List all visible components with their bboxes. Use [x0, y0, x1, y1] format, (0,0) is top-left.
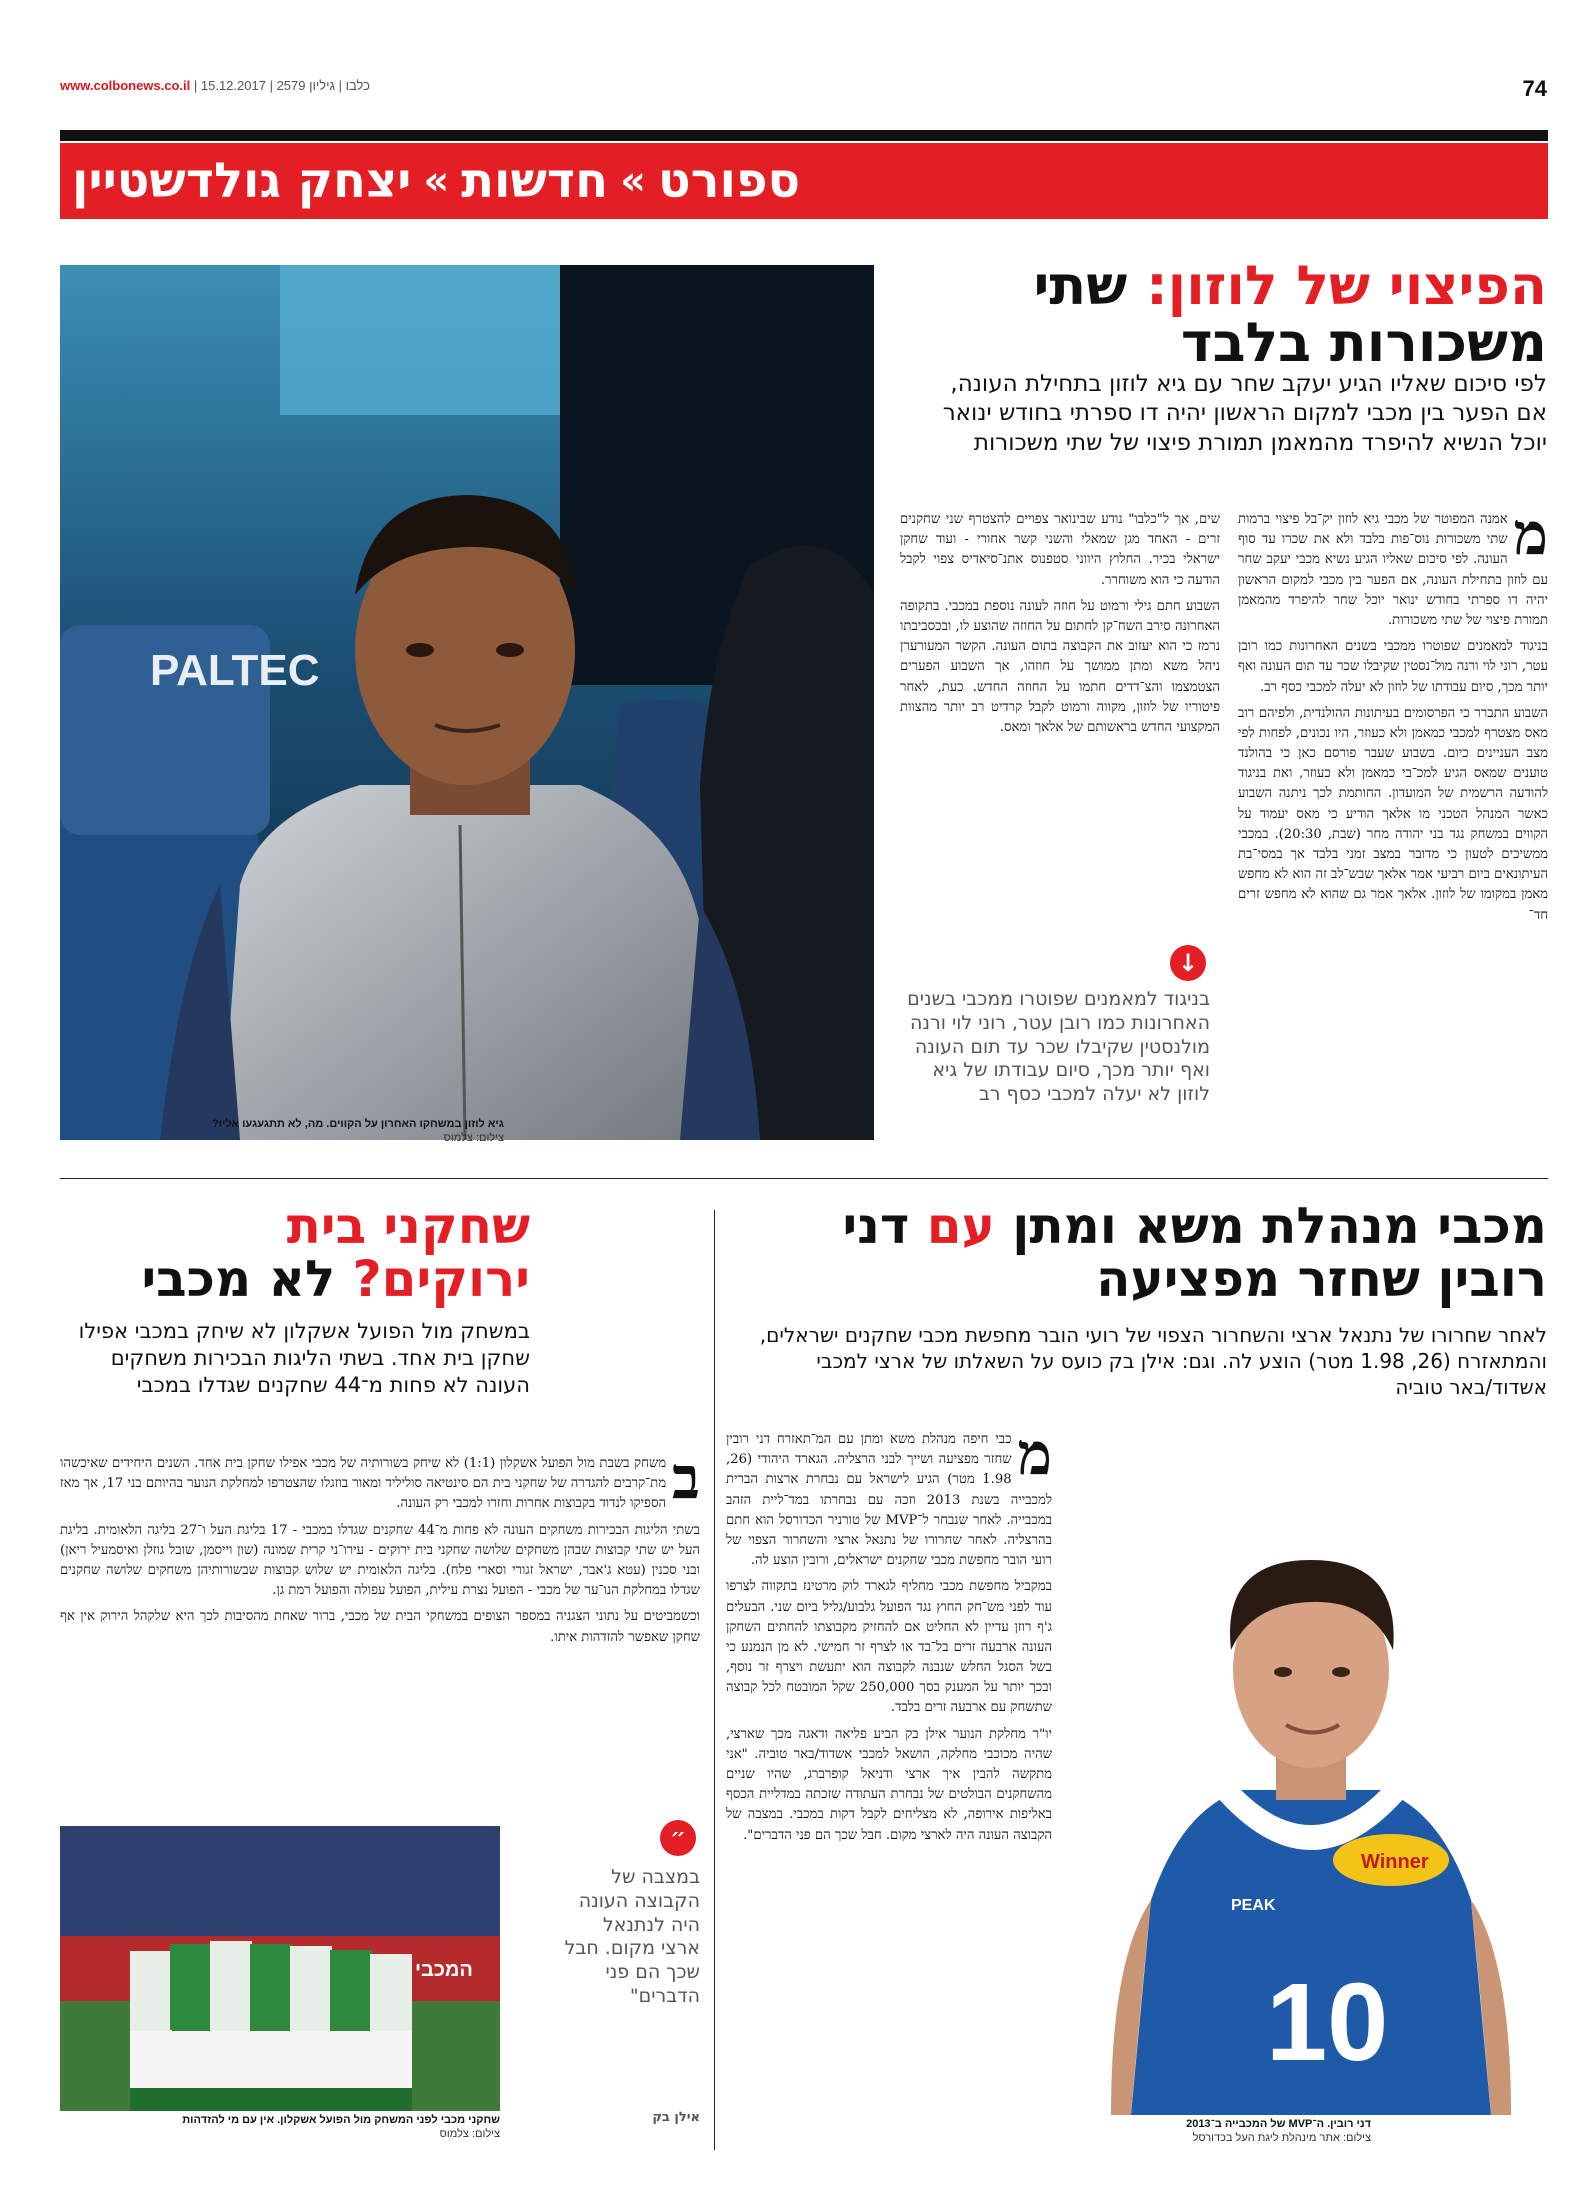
paragraph: השבוע התברר כי הפרסומים בעיתונות ההולנדית, ולפיהם רוב מאס מצטרף למכבי כמאמן ולא כעוזר, היו נכונים, לפחות לפי מצב העניינים כיום. בשבוע שעבר פורסם כאן כי בהולנד טוענים שמאס הגיע למכ־בי כמאמן ולא כעוזר, ואת בניגוד להודעה הרשמית של המועדון. החותמת לכך ניתנה השבוע כאשר המנהל הטכני מו אלאך הודיע כי מאס יעמוד על הקווים במשחק נגד בני יהודה מחר (שבת, 20:30). במכבי ממשיכים לטעון כי מדובר במצב זמני בלבד אך במסי־בת העיתונאים ביום רביעי אמר אלאך שבש־לב זה הוא לא מחפש מאמן במקומו של לוזון. אלאך אמר גם שהוא לא מחפש זרים חד־ — [1238, 705, 1548, 923]
dropcap: ב — [672, 1454, 700, 1512]
photo-credit: צילום: אתר מינהלת ליגת העל בכדורסל — [1192, 2131, 1371, 2144]
story1-pull-quote: בניגוד למאמנים שפוטרו ממכבי בשנים האחרונות כמו רובן עטר, רוני לוי ורנה מולנסטין שקיבלו שכר עד תום העונה ואף יותר מכך, סיום עבודתו של גיא לוזון לא יעלה למכבי כסף רב — [907, 988, 1210, 1105]
story3-headline — [60, 1197, 530, 1308]
headline-red-line2: ירוקים? — [352, 1249, 530, 1308]
headline-black-line2: משכורות בלבד — [1180, 310, 1547, 374]
headline-black: מכבי מנהלת משא ומתן — [1012, 1197, 1547, 1255]
story2-body — [726, 1430, 1052, 2150]
headline-black: דני — [842, 1197, 910, 1255]
headline-red: שחקני בית — [286, 1197, 530, 1255]
paragraph: אמנה המפוטר של מכבי גיא לוזון יק־בל פיצוי ברמות שתי משכורות נוס־פות בלבד ולא את שכרו עד סוף העונה. לפי סיכום שאליו הגיע נשיא מכבי יעקב שחר עם לוזון בתחילת העונה, אם הפער בין מכבי למקום הראשון יהיה דו ספרתי בחודש ינואר יוכל שחר להיפרד מהמאמן תמורת פיצוי של שתי משכורות. — [1238, 512, 1548, 628]
issue-info — [60, 78, 370, 93]
luzon-photo — [60, 265, 874, 1140]
issue-meta: | כלבו | גיליון 2579 | 15.12.2017 — [190, 78, 370, 93]
jersey-maker: PEAK — [1231, 1897, 1276, 1914]
photo-credit: צילום: צלמוס — [439, 2127, 500, 2140]
rubin-photo-caption — [1071, 2118, 1371, 2146]
luzon-photo-art — [60, 265, 874, 1140]
sign-text: PALTEC — [150, 646, 320, 695]
rubin-photo-art — [1071, 1440, 1548, 2115]
board-text: המכבי — [415, 1959, 473, 1981]
section-news: חדשות — [461, 153, 609, 209]
story2-deck: לאחר שחרורו של נתנאל ארצי והשחרור הצפוי של רועי הובר מחפשת מכבי שחקנים ישראלים, והמתאזרח (26, 1.98 מטר) הוצע לה. וגם: אילן בק כועס על השאלתו של ארצי למכבי אשדוד/באר טוביה — [759, 1323, 1547, 1399]
caption-text: שחקני מכבי לפני המשחק מול הפועל אשקלון. אין עם מי להזדהות — [182, 2114, 500, 2126]
paragraph: יו"ר מחלקת הנוער אילן בק הביע פליאה ודאגה מכך שארצי, שהיה מכוכבי מחלקה, הושאל למכבי אשדוד/באר טוביה. "אני מתקשה להבין איך ארצי ודניאל קופרברג, שהיו שניים מהשחקנים הבולטים של נבחרת העתודה שזכתה במדליית הכסף באליפות אירופה, לא מצליחים לקבל דקות במכבי. במצבה של הקבוצה העונה היה לארצי מקום. חבל שכך הם פני הדברים". — [726, 1726, 1052, 1843]
story2-headline — [747, 1197, 1547, 1308]
maccabi-huddle-photo — [60, 1826, 500, 2111]
top-rule — [60, 130, 1548, 141]
paragraph: וכשמביטים על נתוני הצגניה במספר הצופים במשחקי הבית של מכבי, ברור שאחת מהסיבות לכך היא שלקהל הירוק אין אף שחקן שאפשר להזדהות איתו. — [60, 1609, 700, 1645]
paragraph: בניגוד למאמנים שפוטרו ממכבי בשנים האחרונות כמו רובן עטר, רוני לוי ורנה מול־נסטין שקיבלו שכר עד תום העונה ואף יותר מכך, סיום עבודתו של לוזון לא יעלה למכבי כסף רב. — [1238, 639, 1548, 695]
story2-pull-quote: במצבה של הקבוצה העונה היה לנתנאל ארצי מקום. חבל שכך הם פני הדברים" — [564, 1866, 700, 2007]
headline-line2: רובין שחזר מפציעה — [1096, 1249, 1547, 1308]
chevron-icon: » — [423, 158, 450, 204]
dropcap: מ — [1017, 1430, 1052, 1488]
story1-col-right — [1238, 510, 1548, 1150]
story1-deck: לפי סיכום שאליו הגיע יעקב שחר עם גיא לוזון בתחילת העונה, אם הפער בין מכבי למקום הראשון יהיה דו ספרתי בחודש ינואר יוכל הנשיא להיפרד מהמאמן תמורת פיצוי של שתי משכורות — [942, 371, 1547, 456]
page-number: 74 — [1522, 76, 1547, 101]
rubin-photo — [1071, 1440, 1548, 2115]
pull-quote-attribution: אילן בק — [652, 2110, 700, 2125]
dropcap: מ — [1513, 510, 1548, 568]
story1-col-left — [900, 510, 1220, 930]
headline-black: לא מכבי — [141, 1249, 336, 1308]
paragraph: במקביל מחפשת מכבי מחליף לגארד לוק מרטינז בתקווה לצרפו עוד לפני מש־חק החוץ נגד הפועל גלבוע/גליל ביום שני. הבעלים ג'ף רוזן עדיין לא החליט אם להחזיק מקבוצתו להחתים השחקן העונה ארבעה זרים בל־בד או לצרף זר חמישי. לא מן הנמנע כי בשל הסגל החלש שנבנה לקבוצה הוא יתעשת ויצרף זר נוסף, ובכך יותר על המענק בסך 250,000 שקל המובטח לכל קבוצה שתשחק עם ארבעה זרים בלבד. — [726, 1579, 1052, 1716]
paragraph: משחק בשבת מול הפועל אשקלון (1:1) לא שיחק בשורותיה של מכבי אפילו שחקן בית אחד. השנים היחידים שאיכשהו מת־קרבים להגדרה של שחקני בית הם סינטיאה סוליליד ומאור בוזגלו שהצטרפו למחלקת הנוער בהיותם בני 17, אך מאז הספיקו לנדוד בקבוצות אחרות וחזרו למכבי רק העונה. — [60, 1456, 667, 1512]
jersey-number: 10 — [1266, 1961, 1389, 2084]
section-divider — [60, 1178, 1548, 1179]
arrow-down-icon: ↓ — [1170, 945, 1206, 981]
section-sport: ספורט — [657, 153, 801, 209]
headline-red: עם — [926, 1197, 995, 1255]
huddle-photo-art — [60, 1826, 500, 2111]
players-group — [130, 1941, 412, 2111]
huddle-photo-caption — [60, 2114, 500, 2142]
section-author: יצחק גולדשטיין — [72, 153, 412, 209]
column-divider — [714, 1210, 715, 2150]
story3-body — [60, 1454, 700, 1814]
headline-red: הפיצוי של לוזון: — [1146, 254, 1547, 317]
caption-text: גיא לוזון במשחקו האחרון על הקווים. מה, לא תתגעגעו אליו? — [212, 1118, 504, 1130]
jersey-brand: Winner — [1361, 1851, 1429, 1873]
section-banner — [60, 143, 1548, 219]
paragraph: כבי חיפה מנהלת משא ומתן עם המ־תאזרח דני רובין שחזר מפציעה ושייך לבני הרצליה. הגארד היהודי (26, 1.98 מטר) הגיע לישראל עם נבחרת ארצות הברית למכבייה בשנת 2013 וזכה עם נבחרתו במד־ליית הזהב במכבייה. לאחר שנבחר ל־MVP של טורניר הכדורסל הוא חתם בהרצליה. לאחר שחרורו של נתנאל ארצי והשחרור הצפוי של רועי הובר מחפשת מכבי שחקנים ישראלים, ורובין הוצע לה. — [726, 1432, 1052, 1569]
photo-credit: צילום: צלמוס — [443, 1131, 504, 1144]
luzon-photo-caption — [64, 1118, 504, 1146]
story3-deck: במשחק מול הפועל אשקלון לא שיחק במכבי אפילו שחקן בית אחד. בשתי הליגות הבכירות משחקים העונה לא פחות מ־44 שחקנים שגדלו במכבי — [78, 1319, 530, 1397]
story1-headline — [907, 254, 1547, 374]
paragraph: שים, אך ל"כלבו" נודע שבינואר צפויים להצטרף שני שחקנים זרים - האחד מגן שמאלי והשני קשר אחורי - ועוד שחקן ישראלי בכיר. החלוץ היווני סטפנוס אתנ־סיאדיס צפוי לקבל הודעה כי הוא משוחרר. — [900, 512, 1220, 588]
paragraph: בשתי הליגות הבכירות משחקים העונה לא פחות מ־44 שחקנים שגדלו במכבי - 17 בליגת העל ו־27 בליגה הלאומית. בליגת העל יש שתי קבוצות שבהן משחקים שלושה שחקני בית ירוקים - עירו־ני קרית שמונה (שון וייסמן, שובל גוזלן ואיסמעיל ריאן) ובני סכנין (עטא ג'אבר, ישראל זגורי וסארי פלח). בליגה הלאומית יש שלוש קבוצות שבשורותיהן משחקים שלושה שחקנים שגדלו במחלקת הנו־ער של מכבי - הפועל נצרת עילית, הפועל עפולה והפועל רמת גן. — [60, 1522, 700, 1599]
site-url[interactable]: www.colbonews.co.il — [60, 78, 191, 93]
paragraph: השבוע חתם גילי ורמוט על חוזה לעונה נוספת במכבי. בתקופה האחרונה סירב השח־קן לחתום על החוזה שהוצע לו, ובכסביבתו נרמז כי הוא יעזוב את הקבוצה בתום העונה. הקשר המעורערן ניהל משא ומתן ממושך על חוזהו, אך השבוע הפערים הצטמצמו והצ־דדים חתמו על החוזה החדש. כעת, לאחר פיטוריו של לוזון, מקווה ורמוט לקבל קרדיט רב יותר מהצוות המקצועי החדש בראשותם של אלאך ומאס. — [900, 598, 1220, 735]
quote-icon: ״ — [660, 1820, 696, 1856]
caption-text: דני רובין. ה־MVP של המכבייה ב־2013 — [1186, 2118, 1371, 2130]
chevron-icon: » — [620, 158, 646, 204]
headline-black: שתי — [1033, 254, 1128, 317]
